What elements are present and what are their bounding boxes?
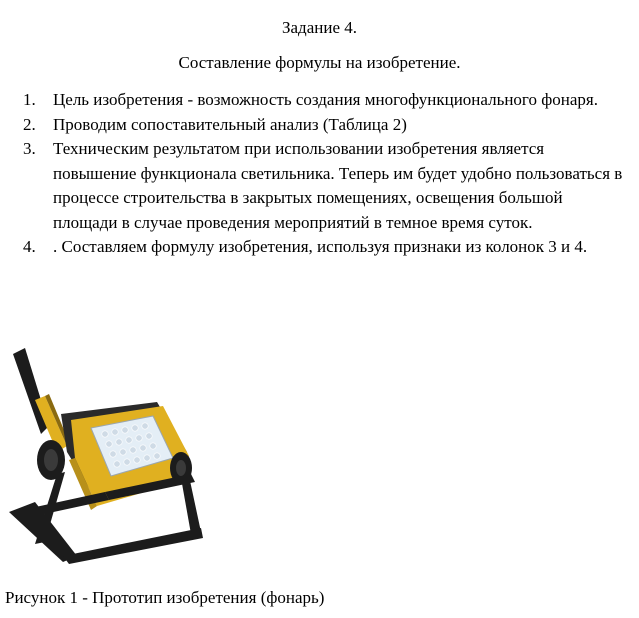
- list-item-number: 1.: [23, 90, 36, 109]
- list-item-number: 2.: [23, 114, 36, 134]
- handle: [13, 348, 69, 452]
- steps-list: [23, 88, 629, 260]
- list-item-number: 4.: [23, 237, 36, 256]
- list-item: [23, 137, 629, 235]
- task-title: Задание 4.: [282, 18, 357, 37]
- list-item: [23, 235, 629, 260]
- list-item-text: Цель изобретения - возможность создания многофункционального фонаря.: [53, 90, 598, 109]
- list-item-text: Техническим результатом при использовании изобретения является повышение функционала светильника. Теперь им будет удобно пользоваться в процессе строительства в закрытых помещениях, освещения большой площади в случае проведения мероприятий в темное время суток.: [53, 139, 623, 232]
- list-item: [23, 113, 629, 138]
- list-item-text: . Составляем формулу изобретения, используя признаки из колонок 3 и 4.: [53, 237, 588, 256]
- list-item: [23, 88, 629, 113]
- list-item-text: Проводим сопоставительный анализ (Таблица 2): [53, 114, 407, 134]
- floodlight-photo: [5, 342, 210, 564]
- list-item-number: 3.: [23, 139, 36, 158]
- figure-caption: Рисунок 1 - Прототип изобретения (фонарь): [5, 588, 325, 607]
- task-subtitle: Составление формулы на изобретение.: [178, 53, 461, 72]
